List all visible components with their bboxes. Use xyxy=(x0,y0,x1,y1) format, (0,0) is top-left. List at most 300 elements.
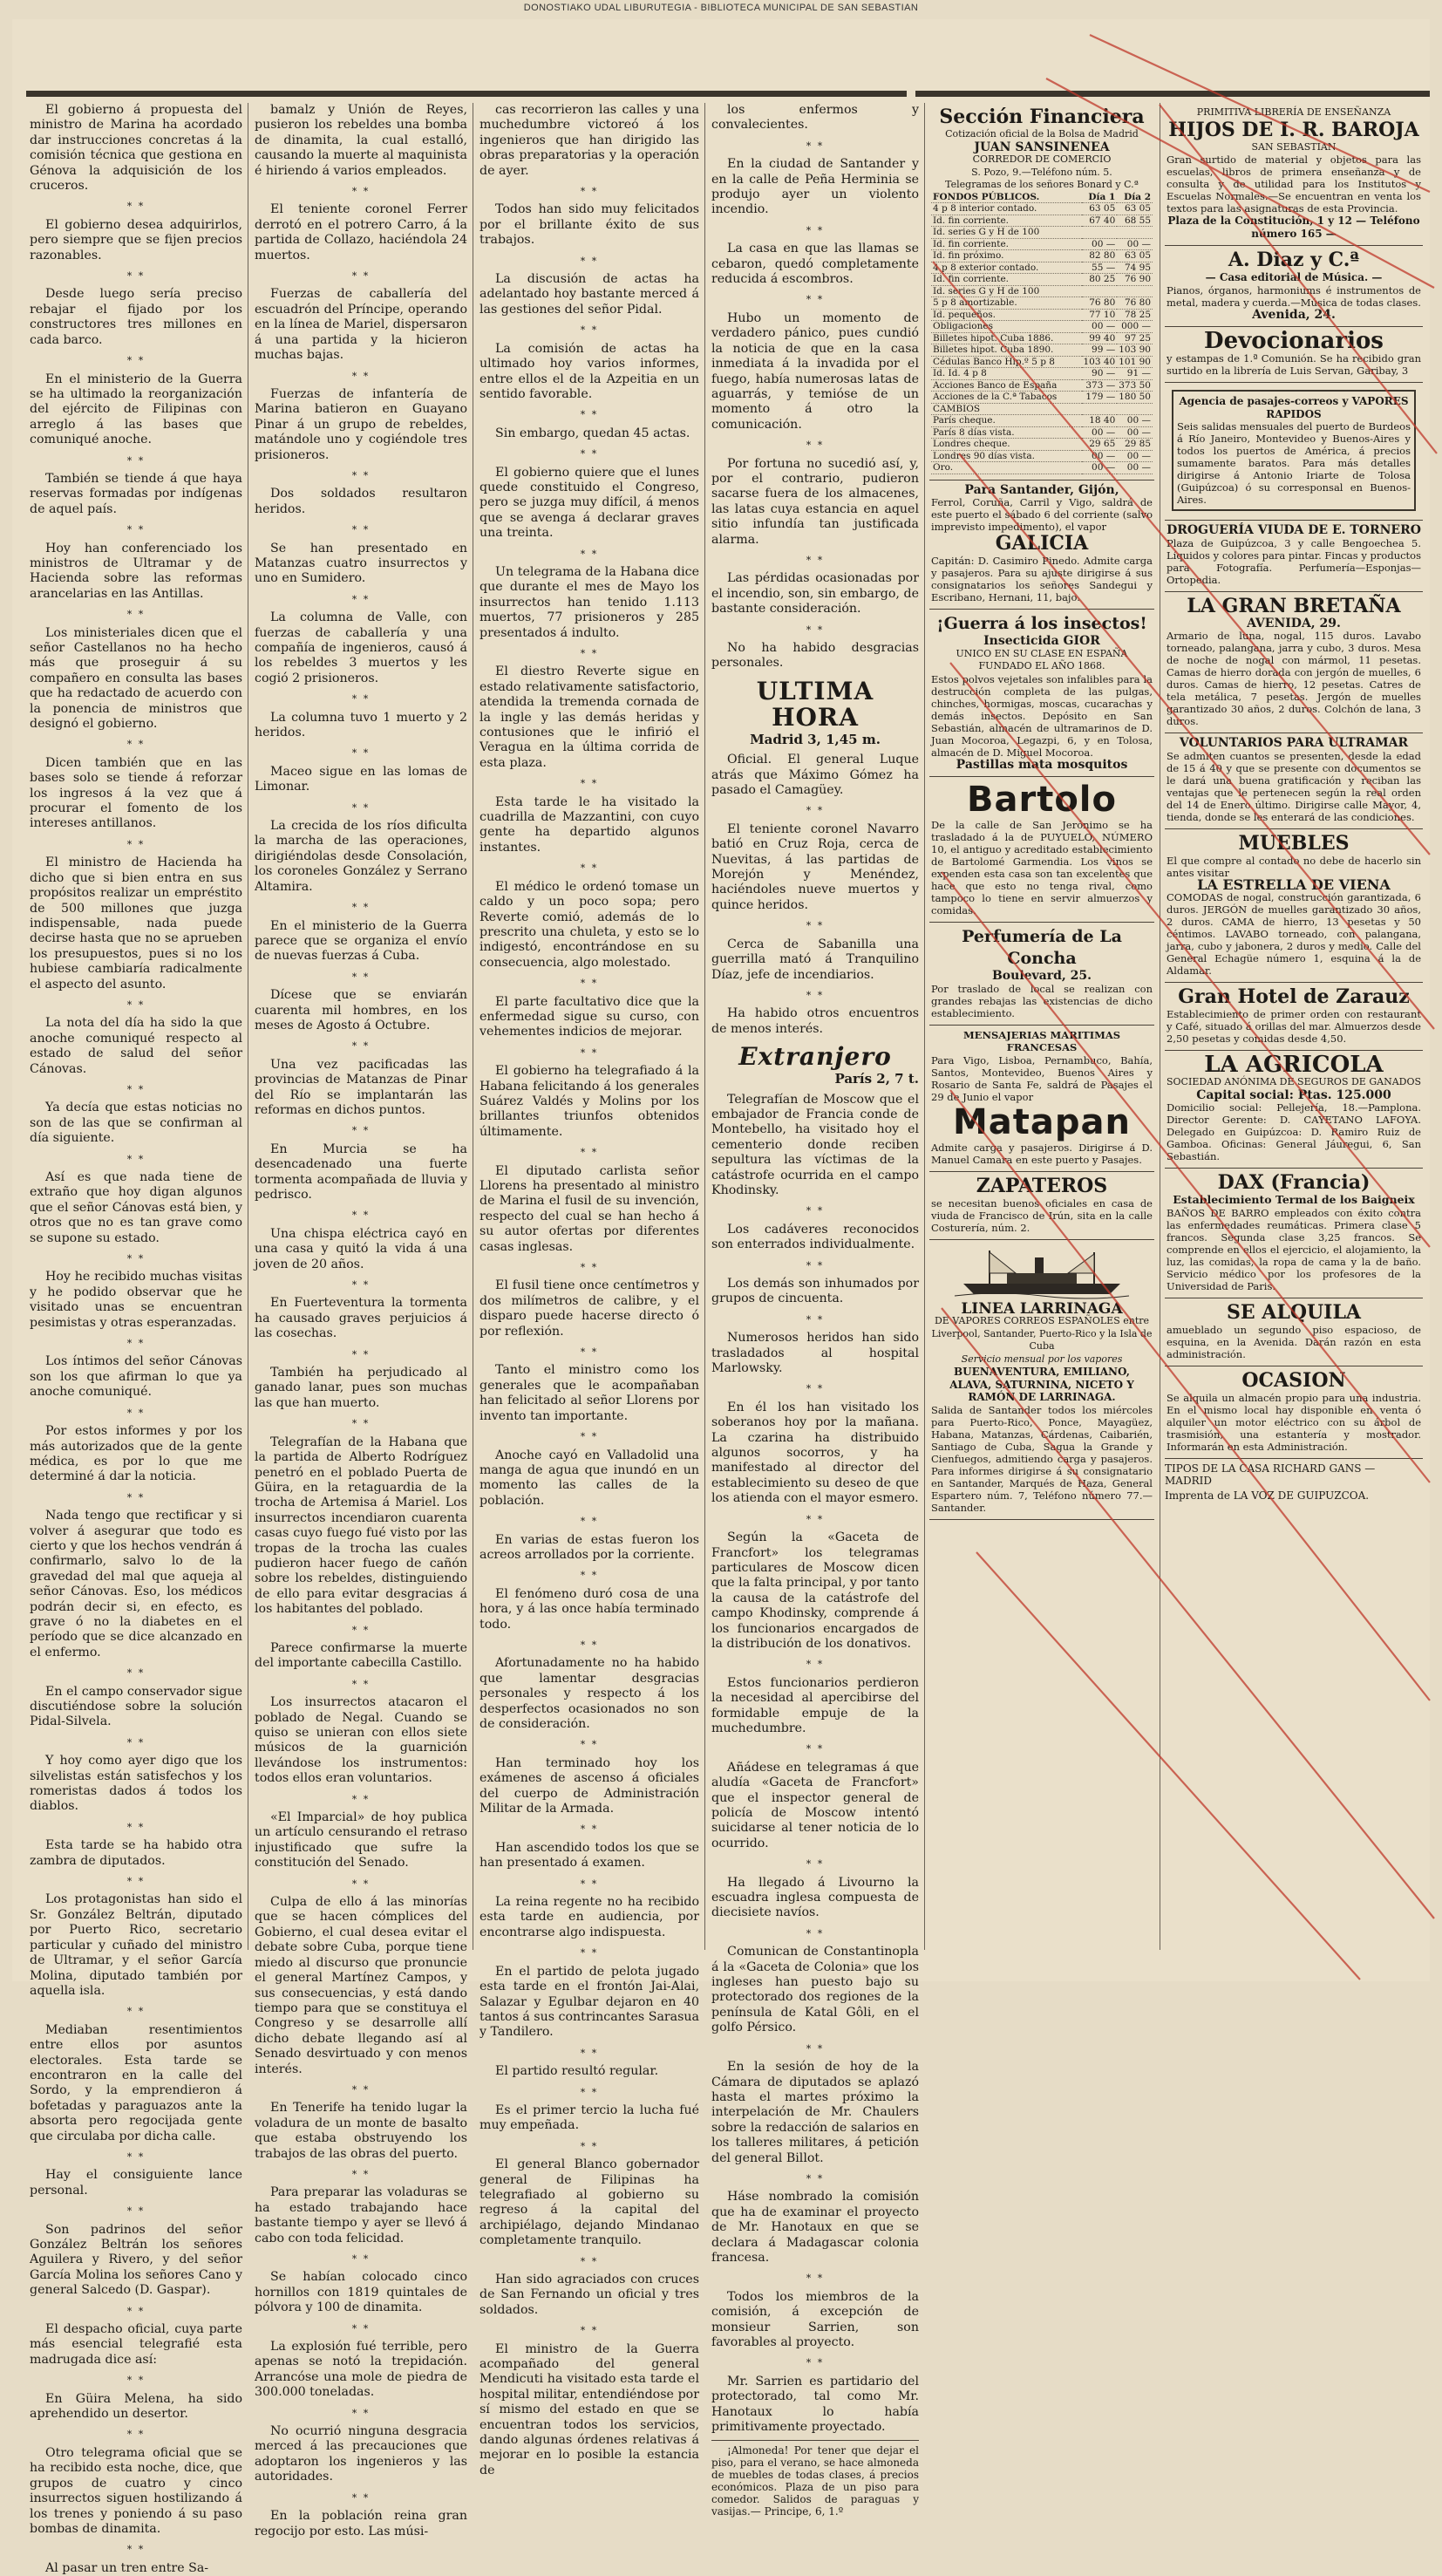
almoneda-notice: ¡Almoneda! Por tener que dejar el piso, para el verano, se hace almoneda de muebles de todas clases, á precios económicos. Plaza de un piso para comedor. Salidos de paraguas y vasijas.— Principe, 6, 1.º xyxy=(711,2440,919,2518)
asterism-separator: * * xyxy=(806,2172,825,2184)
quote-value: 373 50 xyxy=(1119,379,1151,391)
agencia-title: Agencia de pasajes-correos y VAPORES RAPIDOS xyxy=(1179,395,1409,420)
news-paragraph: El gobierno desea adquirirlos, pero siempre que se fijen precios razonables. xyxy=(30,217,242,262)
bretana-title: LA GRAN BRETAÑA xyxy=(1187,594,1401,617)
quote-value: 99 40 xyxy=(1082,332,1118,344)
asterism-separator: * * xyxy=(351,2407,371,2419)
alquila-text: amueblado un segundo piso espacioso, de esquina, en la Avenida. Darán razón en esta administración. xyxy=(1167,1323,1421,1360)
news-paragraph: Para preparar las voladuras se ha estado trabajando hace bastante tiempo y ayer se llevó á cabo con toda felicidad. xyxy=(255,2185,467,2245)
concha-text: Por traslado de local se realizan con grandes rebajas las existencias de dicho establecimiento. xyxy=(931,982,1153,1019)
asterism-separator: * * xyxy=(351,2168,371,2180)
asterism-separator: * * xyxy=(126,2305,146,2317)
quote-row xyxy=(931,309,1153,321)
asterism-separator: * * xyxy=(126,2006,146,2018)
asterism-separator: * * xyxy=(351,2083,371,2096)
drogueria-text: Plaza de Guipúzcoa, 3 y calle Bengoechea 5. Líquidos y colores para pintar. Fincas y productos para Fotografía. Perfumería—Esponjas—Ortopedia. xyxy=(1167,536,1421,586)
news-column-4 xyxy=(711,103,919,2518)
quote-value: 99 — xyxy=(1082,344,1118,357)
asterism-separator: * * xyxy=(126,454,146,467)
asterism-separator: * * xyxy=(126,1821,146,1833)
news-paragraph: Hoy han conferenciado los ministros de Ultramar y de Hacienda sobre las reformas arancelarias en las Antillas. xyxy=(30,541,242,601)
news-paragraph: Todos han sido muy felicitados por el brillante éxito de sus trabajos. xyxy=(480,202,699,248)
incendio-report xyxy=(711,103,919,671)
quote-label: París 8 días vista. xyxy=(931,426,1082,439)
quote-row xyxy=(931,332,1153,344)
quotes-head: FONDOS PÚBLICOS. xyxy=(931,192,1082,203)
ad-perfumeria-concha xyxy=(929,923,1154,1026)
quote-value: 67 40 xyxy=(1082,215,1118,227)
quote-row xyxy=(931,450,1153,462)
news-paragraph: El gobierno ha telegrafiado á la Habana felicitando á los generales Suárez Valdés y Molins por los brillantes triunfos obtenidos últimamente. xyxy=(480,1064,699,1139)
news-paragraph: Han terminado hoy los exámenes de ascenso á oficiales del cuerpo de Administración Militar de la Armada. xyxy=(480,1755,699,1816)
asterism-separator: * * xyxy=(126,1338,146,1350)
zarauz-title: Gran Hotel de Zarauz xyxy=(1178,985,1410,1008)
asterism-separator: * * xyxy=(806,989,825,1001)
asterism-separator: * * xyxy=(351,2253,371,2265)
asterism-separator: * * xyxy=(351,370,371,382)
matapan-text: Admite carga y pasajeros. Dirigirse á D. Manuel Camara en este puerto y Pasajes. xyxy=(931,1141,1153,1166)
quote-value: 63 05 xyxy=(1082,203,1118,215)
news-paragraph: Por estos informes y por los más autorizados que de la gente médica, es por lo que me determiné á dar la noticia. xyxy=(30,1424,242,1484)
asterism-separator: * * xyxy=(580,2047,599,2059)
quote-value: 90 — xyxy=(1082,368,1118,380)
quote-value: 00 — xyxy=(1082,450,1118,462)
mensajerias-title: MENSAJERIAS MARITIMAS FRANCESAS xyxy=(962,1028,1121,1053)
news-paragraph: Al pasar un tren entre Sa- xyxy=(45,2560,209,2575)
news-paragraph: Sin embargo, quedan 45 actas. xyxy=(495,426,690,440)
baroja-address: Plaza de la Constitución, 1 y 12 — Teléfono número 165 — xyxy=(1167,215,1420,240)
news-paragraph: Otro telegrama oficial que se ha recibido esta noche, dice, que grupos de cuatro y cinco insurrectos siguen hostilizando á los trenes y poniendo á su paso bombas de dinamita. xyxy=(30,2445,242,2536)
asterism-separator: * * xyxy=(580,1046,599,1059)
news-paragraph: Afortunadamente no ha habido que lamentar desgracias personales y respecto á los desperfectos ocasionados no son de consideración. xyxy=(480,1656,699,1731)
zapateros-text: se necesitan buenos oficiales en casa de viuda de Francisco de Irún, sita en la calle Costurería, núm. 2. xyxy=(931,1196,1153,1234)
quote-row xyxy=(931,356,1153,368)
quote-value: 82 80 xyxy=(1082,250,1118,262)
news-paragraph: Ya decía que estas noticias no son de las que se confirman al día siguiente. xyxy=(30,1101,242,1146)
asterism-separator: * * xyxy=(351,1793,371,1805)
news-paragraph: Añádese en telegramas á que aludía «Gaceta de Francfort» que el inspector general de policía de Moscow intentó suicidarse al tener noticia de lo ocurrido. xyxy=(711,1760,919,1850)
quote-value xyxy=(1082,403,1118,415)
quote-row xyxy=(931,321,1153,333)
quote-row xyxy=(931,274,1153,286)
asterism-separator: * * xyxy=(126,1153,146,1165)
asterism-separator: * * xyxy=(806,1205,825,1217)
quote-label: Acciones Banco de España xyxy=(931,379,1082,392)
news-paragraph: La crecida de los ríos dificulta la marcha de las operaciones, dirigiéndolas desde Consolación, los coroneles González y Serrano Altamira. xyxy=(255,819,467,894)
guerra-founded: FUNDADO EL AÑO 1868. xyxy=(978,660,1105,671)
financial-firm-note: CORREDOR DE COMERCIO xyxy=(972,153,1112,165)
news-paragraph: bamalz y Unión de Reyes, pusieron los rebeldes una bomba de dinamita, la cual estalló, causando la muerte al maquinista é hiriendo á varios empleados. xyxy=(255,103,467,178)
asterism-separator: * * xyxy=(351,971,371,983)
asterism-separator: * * xyxy=(806,294,825,306)
news-paragraph: Por fortuna no sucedió así, y, por el contrario, pudieron sacarse fuera de los almacenes, las latas cuya estancia en aquel sitio infundía tan justificada alarma. xyxy=(711,456,919,547)
agricola-text: Domicilio social: Pellejería, 18.—Pamplona. Director Gerente: D. CAYETANO LAFOYA. Delegado en Guipúzcoa: D. Ramiro Ruiz de Gamboa. Oficinas: General Jáuregui, 6, San Sebastián. xyxy=(1167,1101,1421,1162)
news-paragraph: Se habían colocado cinco hornillos con 1819 quintales de pólvora y 100 de dinamita. xyxy=(255,2270,467,2315)
asterism-separator: * * xyxy=(806,1743,825,1755)
zarauz-text: Establecimiento de primer orden con restaurant y Café, situado á orillas del mar. Almuerzos desde 2,50 pesetas y comidas desde 4,50. xyxy=(1167,1008,1421,1045)
asterism-separator: * * xyxy=(580,448,599,460)
archive-watermark: DONOSTIAKO UDAL LIBURUTEGIA - BIBLIOTECA MUNICIPAL DE SAN SEBASTIAN xyxy=(523,3,919,13)
news-paragraph: En Fuerteventura la tormenta ha causado graves perjuicios á las cosechas. xyxy=(255,1296,467,1341)
ad-mensajerias xyxy=(929,1026,1154,1172)
ad-diaz xyxy=(1165,246,1423,327)
agricola-capital: Capital social: Ptas. 125.000 xyxy=(1196,1087,1391,1102)
asterism-separator: * * xyxy=(126,998,146,1011)
news-paragraph: Tanto el ministro como los generales que le acompañaban han felicitado al señor Llorens por invento tan importante. xyxy=(480,1363,699,1423)
news-paragraph: Ha llegado á Livourno la escuadra inglesa compuesta de diecisiete navíos. xyxy=(711,1875,919,1920)
news-paragraph: Y hoy como ayer digo que los silvelistas están satisfechos y los romeristas dados á todos los diablos. xyxy=(30,1754,242,1814)
galicia-text: Capitán: D. Casimiro Pinedo. Admite carga y pasajeros. Para su ajuste dirigirse á sus consignatarios los señores Sandegui y Escribano, Hernani, 11, bajo. xyxy=(931,555,1153,603)
financial-firm: JUAN SANSINENEA xyxy=(974,140,1110,154)
news-paragraph: En la sesión de hoy de la Cámara de diputados se aplazó hasta el martes próximo la interpelación de Mr. Chaulers sobre la redacción de salarios en los talleres militares, á petición del general Billot. xyxy=(711,2060,919,2165)
quote-row xyxy=(931,215,1153,227)
news-paragraph: Los cadáveres reconocidos son enterrados individualmente. xyxy=(711,1222,919,1252)
column-divider xyxy=(704,103,705,1950)
ad-baroja xyxy=(1165,103,1423,246)
asterism-separator: * * xyxy=(126,201,146,213)
agencia-box xyxy=(1172,390,1416,511)
quote-label: Id. Id. 4 p 8 xyxy=(931,368,1082,380)
news-paragraph: Los protagonistas han sido el Sr. González Beltrán, diputado por Puerto Rico, secretario particular y cuñado del ministro de Ultramar, y el señor García Molina, diputado también por aquella isla. xyxy=(30,1892,242,1998)
news-paragraph: Numerosos heridos han sido trasladados al hospital Marlowsky. xyxy=(711,1331,919,1376)
asterism-separator: * * xyxy=(580,186,599,198)
mensajerias-text: Para Vigo, Lisboa, Pernambuco, Bahía, Santos, Montevideo, Buenos Aires y Rosario de Santa Fe, saldrá de Pasajes el 29 de Junio el vapor xyxy=(931,1053,1153,1103)
ad-bartolo xyxy=(929,777,1154,923)
quote-row xyxy=(931,368,1153,380)
guerra-title: ¡Guerra á los insectos! xyxy=(936,614,1147,633)
quote-value: 18 40 xyxy=(1082,415,1118,427)
news-paragraph: Estos funcionarios perdieron la necesidad al apercibirse del formidable empuje de la muchedumbre. xyxy=(711,1675,919,1735)
quote-value: 63 05 xyxy=(1117,203,1153,215)
quote-value xyxy=(1117,227,1153,239)
asterism-separator: * * xyxy=(351,524,371,536)
asterism-separator: * * xyxy=(580,2086,599,2098)
asterism-separator: * * xyxy=(580,1570,599,1582)
news-paragraph: Desde luego sería preciso rebajar el fijado por los constructores tres millones en cada barco. xyxy=(30,287,242,347)
larrinaga-ships: BUENAVENTURA, EMILIANO, ALAVA, SATURNINA, NICETO Y RAMÓN DE LARRINAGA. xyxy=(949,1366,1134,1403)
news-paragraph: El general Blanco gobernador general de Filipinas ha telegrafiado al gobierno su regreso á la capital del archipiélago, dejando Mindanao completamente tranquilo. xyxy=(480,2157,699,2248)
quote-row xyxy=(931,392,1153,404)
asterism-separator: * * xyxy=(580,778,599,790)
asterism-separator: * * xyxy=(580,255,599,267)
financial-section xyxy=(929,103,1154,480)
dax-title: DAX (Francia) xyxy=(1217,1171,1371,1194)
news-paragraph: Dícese que se enviarán cuarenta mil hombres, en los meses de Agosto á Octubre. xyxy=(255,988,467,1032)
asterism-separator: * * xyxy=(351,1624,371,1636)
news-paragraph: Cerca de Sabanilla una guerrilla mató á Tranquilino Díaz, jefe de incendiarios. xyxy=(711,937,919,982)
quote-value: 29 85 xyxy=(1117,439,1153,451)
ad-muebles xyxy=(1165,829,1423,984)
asterism-separator: * * xyxy=(126,609,146,621)
asterism-separator: * * xyxy=(580,409,599,421)
quote-value xyxy=(1082,285,1118,297)
news-paragraph: La reina regente no ha recibido esta tarde en audiencia, por encontrarse algo indispuesta. xyxy=(480,1895,699,1939)
asterism-separator: * * xyxy=(351,1678,371,1690)
asterism-separator: * * xyxy=(806,920,825,932)
asterism-separator: * * xyxy=(806,2042,825,2055)
asterism-separator: * * xyxy=(580,1346,599,1359)
quote-row xyxy=(931,415,1153,427)
asterism-separator: * * xyxy=(351,1348,371,1360)
asterism-separator: * * xyxy=(126,1876,146,1888)
quote-label: Id. pequeños. xyxy=(931,309,1082,321)
news-paragraph: Dos soldados resultaron heridos. xyxy=(255,487,467,516)
news-paragraph: cas recorrieron las calles y una muchedumbre victoreó á los ingenieros que han dirigido las obras preparatorias y la operación de ayer. xyxy=(480,103,699,178)
quote-label: Cédulas Banco Hip.º 5 p 8 xyxy=(931,356,1082,368)
news-paragraph: La casa en que las llamas se cebaron, quedó completamente reducida á escombros. xyxy=(711,242,919,287)
news-paragraph: En la ciudad de Santander y en la calle de Peña Herminia se produjo ayer un violento incendio. xyxy=(711,157,919,217)
quote-value: 91 — xyxy=(1117,368,1153,380)
news-paragraph: «El Imparcial» de hoy publica un artículo censurando el retraso injustificado que sufre la constitución del Senado. xyxy=(255,1810,467,1871)
ocasion-title: OCASION xyxy=(1241,1368,1346,1392)
news-column-3 xyxy=(480,103,700,2477)
agricola-title: LA AGRICOLA xyxy=(1204,1052,1384,1078)
asterism-separator: * * xyxy=(806,1858,825,1871)
quote-label: París cheque. xyxy=(931,415,1082,427)
financial-subtitle: Cotización oficial de la Bolsa de Madrid xyxy=(945,128,1139,140)
asterism-separator: * * xyxy=(580,648,599,659)
quote-value: 68 55 xyxy=(1117,215,1153,227)
matapan-title: Matapan xyxy=(952,1101,1131,1142)
asterism-separator: * * xyxy=(806,2273,825,2285)
news-paragraph: Anoche cayó en Valladolid una manga de agua que inundó en un momento las calles de la población. xyxy=(480,1448,699,1508)
quote-value: 74 95 xyxy=(1117,262,1153,274)
quote-value: 373 — xyxy=(1082,379,1118,392)
news-paragraph: Se han presentado en Matanzas cuatro insurrectos y uno en Sumidero. xyxy=(255,541,467,586)
drogueria-title: DROGUERÍA VIUDA DE E. TORNERO xyxy=(1167,523,1421,537)
ultima-hora-dateline: Madrid 3, 1,45 m. xyxy=(750,731,881,747)
news-paragraph: El ministro de Hacienda ha dicho que si bien entra en sus propósitos realizar un empréstito de 500 millones que juzga indispensable, nada puede decirse hasta que no se aprueben los presupuestos, pues si no los hubiese cambiaría radicalmente el aspecto del asunto. xyxy=(30,855,242,992)
asterism-separator: * * xyxy=(126,270,146,283)
asterism-separator: * * xyxy=(806,1383,825,1395)
asterism-separator: * * xyxy=(580,324,599,337)
ad-la-agricola xyxy=(1165,1051,1423,1169)
asterism-separator: * * xyxy=(126,838,146,850)
quote-label: Id. fin corriente. xyxy=(931,274,1082,286)
asterism-separator: * * xyxy=(126,2544,146,2556)
imprenta-line: Imprenta de LA VOZ DE GUIPUZCOA. xyxy=(1165,1489,1370,1502)
asterism-separator: * * xyxy=(126,524,146,536)
larrinaga-note: Servicio mensual por los vapores xyxy=(961,1353,1123,1365)
quote-row xyxy=(931,462,1153,474)
news-paragraph: Ha habido otros encuentros de menos interés. xyxy=(711,1006,919,1036)
quote-value: 00 — xyxy=(1117,426,1153,439)
devocionarios-text: y estampas de 1.ª Comunión. Se ha recibido gran surtido en la librería de Luis Servan, Garibay, 3 xyxy=(1167,352,1421,377)
news-paragraph: Los insurrectos atacaron el poblado de Negal. Cuando se quiso se unieran con ellos siete músicos de la guarnición llevándose los instrumentos: todos ellos eran voluntarios. xyxy=(255,1695,467,1786)
news-paragraph: Es el primer tercio la lucha fué muy empeñada. xyxy=(480,2102,699,2133)
asterism-separator: * * xyxy=(580,978,599,990)
news-paragraph: El fusil tiene once centímetros y dos milímetros de calibre, y el disparo puede hacerse directo ó por reflexión. xyxy=(480,1278,699,1339)
quote-label: CAMBIOS xyxy=(931,403,1082,415)
diaz-address: Avenida, 24. xyxy=(1252,307,1336,322)
asterism-separator: * * xyxy=(806,440,825,452)
asterism-separator: * * xyxy=(126,1253,146,1265)
pastillas-title: Pastillas mata mosquitos xyxy=(956,757,1128,772)
news-paragraph: En varias de estas fueron los acreos arrollados por la corriente. xyxy=(480,1532,699,1562)
news-paragraph: En Murcia se ha desencadenado una fuerte tormenta acompañada de lluvia y pedrisco. xyxy=(255,1141,467,1202)
news-paragraph: Mr. Sarrien es partidario del protectorado, tal como Mr. Hanotaux lo había primitivamente proyectado. xyxy=(711,2374,919,2435)
news-paragraph: La comisión de actas ha ultimado hoy varios informes, entre ellos el de la Azpeitia en un sentido favorable. xyxy=(480,341,699,401)
news-paragraph: En el ministerio de la Guerra parece que se organiza el envío de nuevas fuerzas á Cuba. xyxy=(255,918,467,964)
news-paragraph: Hay el consiguiente lance personal. xyxy=(30,2168,242,2198)
quote-row xyxy=(931,285,1153,297)
news-paragraph: En el campo conservador sigue discutiéndose sobre la solución Pidal-Silvela. xyxy=(30,1684,242,1729)
news-paragraph: El fenómeno duró cosa de una hora, y á las once había terminado todo. xyxy=(480,1586,699,1632)
agricola-sub: SOCIEDAD ANÓNIMA DE SEGUROS DE GANADOS xyxy=(1167,1076,1422,1087)
quotes-head: Día 2 xyxy=(1117,192,1153,203)
news-paragraph: El gobierno á propuesta del ministro de Marina ha acordado dar instrucciones concretas á la comisión técnica que gestiona en Génova la adquisición de los cruceros. xyxy=(30,103,242,194)
news-paragraph: No ocurrió ninguna desgracia merced á las precauciones que adoptaron los ingenieros y las autoridades. xyxy=(255,2424,467,2484)
asterism-separator: * * xyxy=(351,902,371,914)
news-paragraph: La discusión de actas ha adelantado hoy bastante merced á las gestiones del señor Pidal. xyxy=(480,272,699,317)
ultima-hora-body xyxy=(711,753,919,1037)
quote-value: 80 25 xyxy=(1082,274,1118,286)
asterism-separator: * * xyxy=(126,1667,146,1680)
asterism-separator: * * xyxy=(126,1491,146,1503)
asterism-separator: * * xyxy=(806,140,825,152)
asterism-separator: * * xyxy=(126,739,146,751)
news-paragraph: El diputado carlista señor Llorens ha presentado al ministro de Marina el fusil de su invención, respecto del cual se han hecho á su autor ofertas por diferentes casas inglesas. xyxy=(480,1163,699,1254)
quote-label: Londres cheque. xyxy=(931,439,1082,451)
santander-text: Ferrol, Coruña, Carril y Vigo, saldrá de este puerto el sábado 6 del corriente (salvo imprevisto impedimento), el vapor xyxy=(931,496,1153,533)
asterism-separator: * * xyxy=(351,747,371,760)
news-paragraph: En el ministerio de la Guerra se ha ultimado la reorganización del ejército de Filipinas con arreglo á las bases que comuniqué anoche. xyxy=(30,371,242,447)
ocasion-text: Se alquila un almacén propio para una industria. En el mismo local hay disponible en venta ó alquiler un motor eléctrico con su árbol de trasmisión, una estantería y mostrador. Informarán en esta Administración. xyxy=(1167,1391,1421,1453)
quote-label: Billetes hipot. Cuba 1886. xyxy=(931,332,1082,344)
voluntarios-title: VOLUNTARIOS PARA ULTRAMAR xyxy=(1179,736,1409,750)
larrinaga-sub: DE VAPORES CORREOS ESPAÑOLES entre Liverpool, Santander, Puerto-Rico y la Isla de Cuba xyxy=(931,1315,1153,1352)
quote-value: 78 25 xyxy=(1117,309,1153,321)
quote-value: 180 50 xyxy=(1119,392,1151,402)
news-paragraph: Culpa de ello á las minorías que se hacen cómplices del Gobierno, el cual desea evitar el debate sobre Cuba, porque tiene miedo al discurso que pronuncie el general Martínez Campos, y sus consecuencias, y está dando tiempo para que se constituya el Congreso y se desarrolle allí dicho debate llegando así al Senado desvirtuado y con menos interés. xyxy=(255,1895,467,2076)
quote-value: 103 90 xyxy=(1119,344,1151,355)
news-paragraph: Parece confirmarse la muerte del importante cabecilla Castillo. xyxy=(255,1640,467,1671)
asterism-separator: * * xyxy=(580,1431,599,1443)
asterism-separator: * * xyxy=(351,2491,371,2504)
baroja-top: PRIMITIVA LIBRERÍA DE ENSEÑANZA xyxy=(1196,106,1391,118)
dax-sub: Establecimiento Termal de los Baigneix xyxy=(1173,1193,1415,1206)
asterism-separator: * * xyxy=(580,1516,599,1528)
asterism-separator: * * xyxy=(351,270,371,283)
asterism-separator: * * xyxy=(806,1927,825,1939)
ad-se-alquila xyxy=(1165,1298,1423,1366)
news-paragraph: El ministro de la Guerra acompañado del general Mendicuti ha visitado esta tarde el hospital militar, entendiéndose por sí mismo del estado en que se encuentran todos los servicios, dando algunas órdenes relativas á mejorar en lo posible la estancia de xyxy=(480,2341,699,2477)
news-paragraph: Esta tarde le ha visitado la cuadrilla de Mazzantini, con cuyo gente ha departido algunos instantes. xyxy=(480,794,699,855)
asterism-separator: * * xyxy=(351,1877,371,1890)
quote-value xyxy=(1117,285,1153,297)
concha-address: Boulevard, 25. xyxy=(991,969,1092,983)
quote-label: 4 p 8 interior contado. xyxy=(931,203,1082,215)
baroja-text: Gran surtido de material y objetos para las escuelas, libros de primera enseñanza y de consulta y de utilidad para los Institutos y Escuelas Normales.—Se encuentran en venta los textos para las asignaturas de esta Provincia. xyxy=(1167,153,1421,215)
quote-value: 00 — xyxy=(1082,426,1118,439)
asterism-separator: * * xyxy=(806,2357,825,2369)
viena-text: COMODAS de nogal, construcción garantizada, 6 duros. JERGÓN de muelles garantizado 30 años, 2 duros. CAMA de hierro, 13 pesetas y 50 céntimos. LAVABO torneado, con palangana, jarra, cubo y jabonera, 2 duros y medio. Calle del General Echagüe número 1, esquina á la de Aldamar. xyxy=(1167,891,1421,977)
news-paragraph: El gobierno quiere que el lunes quede constituido el Congreso, pero se juzga muy difícil, á menos que se avenga á declarar graves una treinta. xyxy=(480,465,699,541)
quotes-head: Día 1 xyxy=(1082,192,1118,203)
quote-label: Oro. xyxy=(931,462,1082,474)
asterism-separator: * * xyxy=(580,1639,599,1651)
guerra-brand: Insecticida GIOR xyxy=(983,634,1100,648)
santander-title: Para Santander, Gijón, xyxy=(964,482,1119,497)
ad-dax xyxy=(1165,1169,1423,1298)
news-paragraph: La explosión fué terrible, pero apenas se notó la trepidación. Arrancóse una mole de piedra de 300.000 toneladas. xyxy=(255,2340,467,2400)
steamship-icon xyxy=(955,1247,1129,1299)
news-paragraph: Telegrafían de Moscow que el embajador de Francia conde de Montebello, ha visitado hoy el cementerio donde reciben sepultura las víctimas de la catástrofe ocurrida en el campo Khodinsky. xyxy=(711,1092,919,1197)
news-paragraph: El partido resultó regular. xyxy=(495,2064,659,2079)
news-paragraph: La columna de Valle, con fuerzas de caballería y una compañía de ingenieros, causó á los rebeldes 3 muertos y les cogió 2 prisioneros. xyxy=(255,610,467,685)
quote-row xyxy=(931,403,1153,415)
financial-address: S. Pozo, 9.—Teléfono núm. 5. xyxy=(971,166,1112,178)
ad-santander-galicia xyxy=(929,480,1154,610)
asterism-separator: * * xyxy=(351,593,371,605)
ad-insecticida xyxy=(929,610,1154,777)
asterism-separator: * * xyxy=(580,1877,599,1890)
bretana-text: Armario de luna, nogal, 115 duros. Lavabo torneado, palangana, jarra y cubo, 3 duros. Mesa de noche de nogal con mármol, 11 pesetas. Camas de hierro dorada con jergón de muelles, 6 duros. Camas de hierro, 12 pesetas. Catres de tela metálica, 7 pesetas. Jergón de muelles garantizado 30 años, 2 duros. Colchón de lana, 3 duros. xyxy=(1167,630,1421,727)
quote-value: 63 05 xyxy=(1117,250,1153,262)
news-paragraph: Un telegrama de la Habana dice que durante el mes de Mayo los insurrectos han tenido 1.113 muertos, 77 prisioneros y 285 presentados á indulto. xyxy=(480,564,699,640)
column-divider xyxy=(924,103,925,1950)
asterism-separator: * * xyxy=(580,2325,599,2337)
ad-hotel-zarauz xyxy=(1165,983,1423,1051)
quote-value: 00 — xyxy=(1117,415,1153,427)
bartolo-text: De la calle de San Jerónimo se ha trasladado á la de PUYUELO, NÚMERO 10, el antiguo y acreditado establecimiento de Bartolomé Garmendia. Los vinos se expenden esta casa son tan excelentes que hace que esto no tenga rival, como tampoco lo tiene en servir almuerzos y comidas. xyxy=(931,819,1153,917)
ultima-hora-title: ULTIMA HORA xyxy=(756,676,874,732)
asterism-separator: * * xyxy=(351,1418,371,1430)
quote-value: 00 — xyxy=(1082,238,1118,250)
asterism-separator: * * xyxy=(806,1659,825,1671)
ad-voluntarios xyxy=(1165,733,1423,829)
news-column-2 xyxy=(255,103,467,2539)
quote-row xyxy=(931,238,1153,250)
news-paragraph: Una chispa eléctrica cayó en una casa y quitó la vida á una joven de 20 años. xyxy=(255,1226,467,1271)
news-column-1 xyxy=(30,103,242,2575)
diaz-sub: — Casa editorial de Música. — xyxy=(1205,271,1383,283)
asterism-separator: * * xyxy=(580,2255,599,2267)
devocionarios-title: Devocionarios xyxy=(1204,328,1384,354)
ad-linea-larrinaga xyxy=(929,1240,1154,1520)
news-paragraph: Los íntimos del señor Cánovas son los que afirman lo que ya anoche comuniqué. xyxy=(30,1354,242,1400)
asterism-separator: * * xyxy=(126,2150,146,2163)
top-rule-right xyxy=(915,91,1430,97)
quote-row xyxy=(931,344,1153,357)
ad-ocasion xyxy=(1165,1366,1423,1459)
ad-zapateros xyxy=(929,1172,1154,1240)
news-paragraph: Comunican de Constantinopla á la «Gaceta de Colonia» que los ingleses han puesto bajo su protectorado dos regiones de la península de Katal Gôli, en el golfo Pérsico. xyxy=(711,1945,919,2035)
extranjero-body xyxy=(711,1093,919,2436)
news-paragraph: Los ministeriales dicen que el señor Castellanos no ha hecho más que proseguir á su compañero en consulta las bases que ha redactado de acuerdo con la ponencia de ministros que designó el gobierno. xyxy=(30,625,242,732)
asterism-separator: * * xyxy=(126,2375,146,2387)
asterism-separator: * * xyxy=(126,355,146,367)
asterism-separator: * * xyxy=(580,862,599,875)
ads-column-left xyxy=(929,103,1154,1950)
asterism-separator: * * xyxy=(580,548,599,560)
asterism-separator: * * xyxy=(580,1147,599,1159)
quote-value: 00 — xyxy=(1117,462,1153,474)
larrinaga-title: LINEA LARRINAGA xyxy=(961,1299,1123,1318)
muebles-title: MUEBLES xyxy=(1238,831,1350,855)
quote-label: Id. fin corriente. xyxy=(931,215,1082,227)
news-paragraph: La columna tuvo 1 muerto y 2 heridos. xyxy=(255,710,467,740)
quote-value: 179 — xyxy=(1082,392,1118,404)
quote-label: Id. fin próximo. xyxy=(931,250,1082,262)
alquila-title: SE ALQUILA xyxy=(1226,1300,1362,1324)
news-paragraph: Nada tengo que rectificar y si volver á asegurar que todo es cierto y que los hechos vendrán á confirmarlo, salvo lo de la gravedad del mal que aqueja al señor Cánovas. Eso, los médicos podrán decir si, en efecto, es grave ó no la diabetes en el período que se dice alcanzado en el enfermo. xyxy=(30,1509,242,1659)
news-paragraph: Dicen también que en las bases solo se tiende á reforzar los ingresos á la vez que á procurar el fomento de los intereses antillanos. xyxy=(30,755,242,831)
dax-text: BAÑOS DE BARRO empleados con éxito contra las enfermedades reumáticas. Primera clase 5 francos. Segunda clase 3,25 francos. Se comprende en ellos el ejercicio, el alojamiento, la luz, las comidas, la ropa de cama y la de baño. Servicio médico por los profesores de la Universidad de Paris. xyxy=(1167,1206,1421,1292)
larrinaga-text: Salida de Santander todos los miércoles para Puerto-Rico, Ponce, Mayagüez, Habana, Matanzas, Cárdenas, Caibarién, Santiago de Cuba, Sagua la Grande y Cienfuegos, admitiendo carga y pasajeros. Para informes dirigirse á su consignatario en Santander, Marqués de Haza, General Espartero núm. 7, Teléfono número 77.—Santander. xyxy=(931,1403,1153,1514)
asterism-separator: * * xyxy=(806,805,825,817)
quote-label: Id. series G y H de 100 xyxy=(931,227,1082,239)
